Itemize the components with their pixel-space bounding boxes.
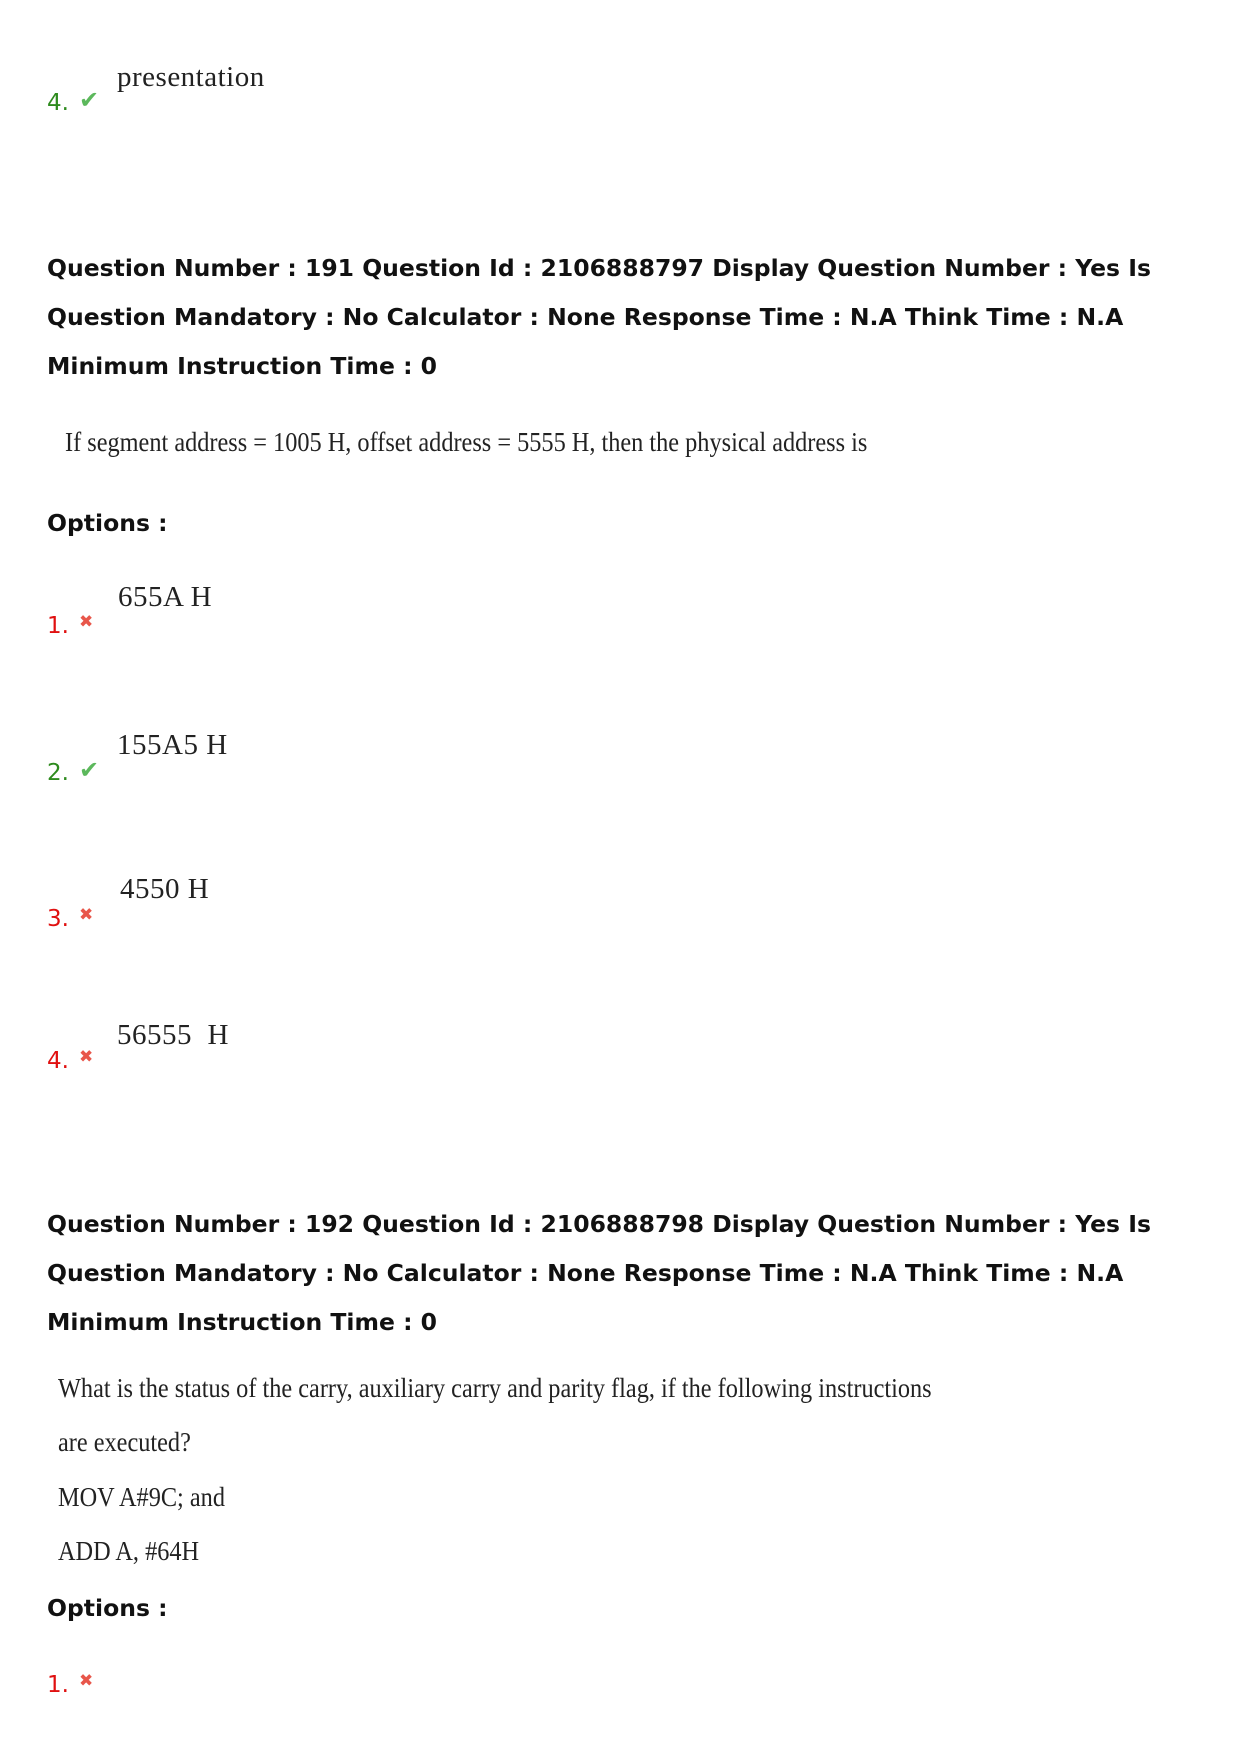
cross-icon: ✖ [78, 1047, 94, 1067]
q191-option-4-text: 56555 H [117, 1019, 229, 1051]
question-192-options-label: Options : [47, 1594, 168, 1622]
q191-option-3-number [47, 901, 93, 933]
question-192-meta: Question Number : 192 Question Id : 2106888798 Display Question Number : Yes Is Question Mandatory : No Calculator : None Response Time : N.A Think Time : N.A Minimum Instruction Time : 0 [47, 1210, 1151, 1336]
q191-option-3-number-label: 3. [47, 906, 69, 932]
question-192-line-4: ADD A, #64H [58, 1536, 200, 1566]
q191-option-1-number-label: 1. [47, 613, 69, 639]
prev-option-4-number-label: 4. [47, 90, 69, 116]
question-192-line-1: What is the status of the carry, auxiliary carry and parity flag, if the following instructions [58, 1373, 932, 1403]
q191-option-2-text: 155A5 H [117, 729, 228, 761]
q191-option-3-text: 4550 H [120, 873, 210, 905]
q192-option-1-number-label: 1. [47, 1672, 69, 1698]
q191-option-4-number-label: 4. [47, 1048, 69, 1074]
q191-option-1-text: 655A H [118, 581, 213, 613]
q191-option-1-number [47, 608, 93, 640]
q191-option-2-number [47, 756, 99, 787]
prev-option-4-text: presentation [117, 61, 265, 93]
q191-option-4-number [47, 1043, 93, 1075]
check-icon: ✔ [78, 86, 100, 114]
q191-option-2-number-label: 2. [47, 760, 69, 786]
question-192-line-3: MOV A#9C; and [58, 1482, 225, 1512]
prev-option-4-number [47, 86, 99, 117]
check-icon: ✔ [78, 756, 100, 784]
cross-icon: ✖ [78, 1671, 94, 1691]
question-191-options-label: Options : [47, 509, 168, 537]
cross-icon: ✖ [78, 905, 94, 925]
question-192-line-2: are executed? [58, 1427, 191, 1457]
q192-option-1-number [47, 1667, 93, 1699]
question-191-text: If segment address = 1005 H, offset address = 5555 H, then the physical address is [65, 427, 868, 457]
cross-icon: ✖ [78, 612, 94, 632]
question-191-meta: Question Number : 191 Question Id : 2106888797 Display Question Number : Yes Is Question Mandatory : No Calculator : None Response Time : N.A Think Time : N.A Minimum Instruction Time : 0 [47, 254, 1151, 380]
